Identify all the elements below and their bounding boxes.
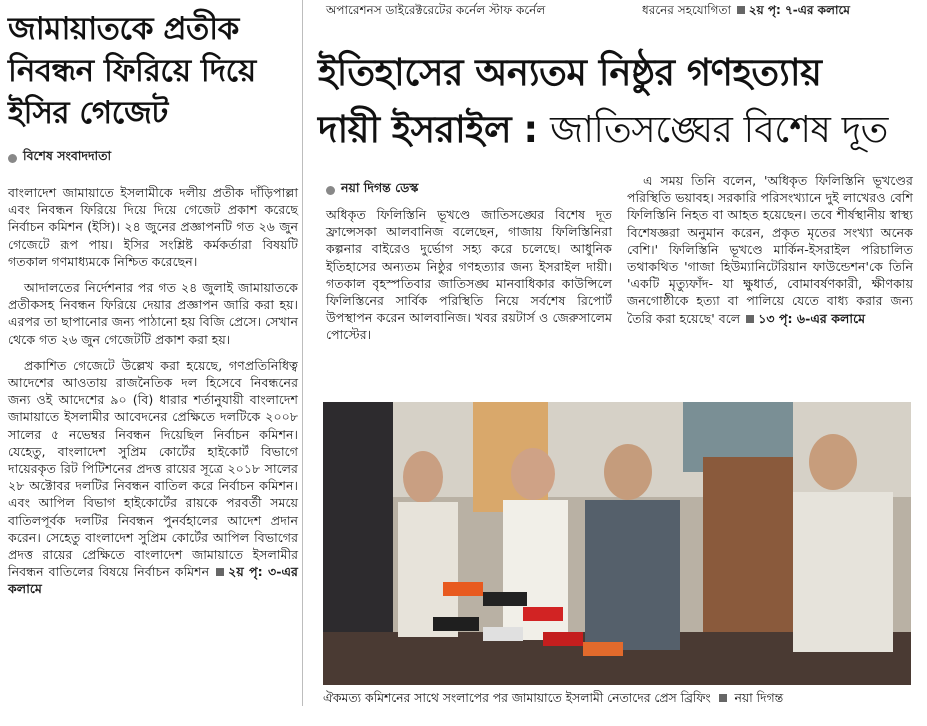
microphone (543, 632, 583, 646)
top-strip-left: অপারেশনস ডাইরেক্টরেটের কর্নেল স্টাফ কর্নেল (326, 3, 546, 17)
speaker-4-face (809, 434, 857, 490)
top-strip-jump[interactable] (735, 3, 850, 17)
main-col2-jump[interactable] (744, 311, 865, 326)
jump-square-icon (737, 6, 745, 14)
speaker-1-face (403, 451, 443, 503)
main-column-1 (326, 206, 612, 344)
main-col2-jump-text: ১৩ পৃ: ৬-এর কলামে (758, 310, 866, 326)
top-strip-right-text: ধরনের সহযোগিতা (642, 3, 731, 17)
main-headline (318, 44, 918, 158)
speaker-1-body (398, 502, 458, 637)
left-headline-line-3: ইসির গেজেট (8, 95, 168, 131)
main-headline-bold: দায়ী ইসরাইল : (318, 108, 538, 151)
main-byline (326, 180, 418, 200)
microphone (583, 642, 623, 656)
microphone (443, 582, 483, 596)
left-jump-text: ২য় পৃ: ৩-এর কলামে (8, 564, 298, 597)
speaker-2-face (511, 448, 555, 500)
press-briefing-photo (323, 402, 911, 685)
left-body (8, 184, 298, 598)
main-byline-text: নয়া দিগন্ত ডেস্ক (341, 180, 419, 195)
main-headline-line-2 (318, 101, 918, 158)
photo-credit: নয়া দিগন্ত (734, 691, 784, 705)
left-paragraph-2: আদালতের নির্দেশনার পর গত ২৪ জুলাই জামায়াতকে প্রতীকসহ নিবন্ধন ফিরিয়ে দেয়ার প্রজ্ঞাপন জারি করা হয়। এরপর তা ছাপানোর জন্য পাঠানো হয় বিজি প্রেসে। সেখান থেকে গত ২৬ জুন গেজেটটি প্রকাশ করা হয়। (8, 280, 298, 347)
left-paragraph-3-text: প্রকাশিত গেজেটে উল্লেখ করা হয়েছে, গণপ্রতিনিধিত্ব আদেশের আওতায় রাজনৈতিক দল হিসেবে নিবন্ধনের জন্য ওই আদেশের ৯০ (বি) ধারার শর্তানুযায়ী বাংলাদেশ জামায়াতে ইসলামীর আবেদনের প্রেক্ষিতে দলটিকে ২০০৮ সালের ৫ নভেম্বর নিবন্ধন দিয়েছিল নির্বাচন কমিশন। যেহেতু, বাংলাদেশ সুপ্রিম কোর্টের হাইকোর্ট বিভাগে দায়েরকৃত রিট পিটিশনের প্রদত্ত রায়ের সূত্রে ২০১৮ সালের ২৮ অক্টোবর দলটির নিবন্ধন বাতিল করে নির্বাচন কমিশন। এবং আপিল বিভাগ হাইকোর্টের রায়কে পরবর্তী সময়ে বাতিলপূর্বক দলটির নিবন্ধন পুনর্বহালের আদেশ প্রদান করেন। সেহেতু বাংলাদেশ সুপ্রিম কোর্টের আপিল বিভাগের প্রদত্ত রায়ের প্রেক্ষিতে বাংলাদেশ জামায়াতে ইসলামীর নিবন্ধন বাতিলের বিষয়ে নির্বাচন কমিশন (8, 357, 298, 580)
byline-bullet-icon (8, 154, 17, 163)
microphone (483, 592, 527, 606)
byline-bullet-icon (326, 186, 335, 195)
carved-wood-screen (703, 457, 793, 637)
main-col2-paragraph (627, 172, 913, 327)
photo-caption (323, 690, 923, 710)
left-headline-line-2: নিবন্ধন ফিরিয়ে দিয়ে (8, 53, 256, 89)
main-headline-line-1: ইতিহাসের অন্যতম নিষ্ঠুর গণহত্যায় (318, 51, 822, 94)
left-headline-line-1: জামায়াতকে প্রতীক (8, 11, 239, 47)
left-article (8, 0, 298, 598)
jump-square-icon (746, 315, 754, 323)
speaker-4-body (793, 492, 893, 652)
left-paragraph-1: বাংলাদেশ জামায়াতে ইসলামীকে দলীয় প্রতীক দাঁড়িপাল্লা এবং নিবন্ধন ফিরিয়ে দিয়ে দিয়ে গেজেট প্রকাশ করেছে নির্বাচন কমিশন (ইসি)। ২৪ জুনের প্রজ্ঞাপনটি গত ২৬ জুন গেজেটে রূপ পায়। ইসির সংশ্লিষ্ট কর্মকর্তারা বিষয়টি গতকাল গণমাধ্যমকে নিশ্চিত করেছেন। (8, 185, 298, 269)
main-column-2 (627, 172, 913, 327)
speaker-3-body (585, 500, 680, 650)
microphone (433, 617, 479, 631)
press-briefing-illustration (323, 402, 911, 685)
main-headline-light: জাতিসঙ্ঘের বিশেষ দূত (550, 108, 888, 151)
left-byline-text: বিশেষ সংবাদদাতা (23, 148, 112, 163)
microphone (523, 607, 563, 621)
microphone (483, 627, 523, 641)
main-col2-text: এ সময় তিনি বলেন, 'অধিকৃত ফিলিস্তিনি ভূখণ্ডের পরিস্থিতি ভয়াবহ। সরকারি পরিসংখ্যানে দুই লাখেরও বেশি ফিলিস্তিনি নিহত বা আহত হয়েছেন। তবে শীর্ষস্থানীয় স্বাস্থ্য বিশেষজ্ঞরা অনুমান করেন, প্রকৃত মৃতের সংখ্যা অনেক বেশি।' ফিলিস্তিনি ভূখণ্ডে মার্কিন-ইসরাইল পরিচালিত তথাকথিত 'গাজা হিউম্যানিটেরিয়ান ফাউন্ডেশন'কে তিনি 'একটি মৃত্যুফাঁদ- যা ক্ষুধার্ত, বোমাবর্ষণকারী, ক্ষীণকায় জনগোষ্ঠীকে হত্যা বা পালিয়ে যেতে বাধ্য করার জন্য তৈরি করা হয়েছে' বলে (627, 173, 913, 326)
caption-square-icon (719, 694, 727, 702)
photo-caption-text: ঐকমত্য কমিশনের সাথে সংলাপের পর জামায়াতে ইসলামী নেতাদের প্রেস ব্রিফিং (323, 691, 711, 705)
top-strip-right (642, 2, 850, 22)
speaker-3-face (604, 444, 652, 500)
top-strip-jump-text: ২য় পৃ: ৭-এর কলামে (748, 3, 850, 17)
left-paragraph-3 (8, 357, 298, 598)
column-divider (302, 0, 303, 706)
jump-square-icon (216, 568, 224, 576)
main-col1-text: অধিকৃত ফিলিস্তিনি ভূখণ্ডে জাতিসঙ্ঘের বিশেষ দূত ফ্রান্সেসকা আলবানিজ বলেছেন, গাজায় ফিলিস্তিনিরা কল্পনার বাইরেও দুর্ভোগ সহ্য করে চলেছে। আধুনিক ইতিহাসের অন্যতম নিষ্ঠুর গণহত্যার জন্য ইসরাইল দায়ী। গতকাল বৃহস্পতিবার জাতিসঙ্ঘ মানবাধিকার কাউন্সিলে ফিলিস্তিনের সার্বিক পরিস্থিতি নিয়ে সর্বশেষ রিপোর্ট উপস্থাপন করেন আলবানিজ। খবর রয়টার্স ও জেরুসালেম পোস্টের। (326, 207, 612, 343)
left-article-headline (8, 8, 298, 134)
left-byline (8, 148, 298, 168)
